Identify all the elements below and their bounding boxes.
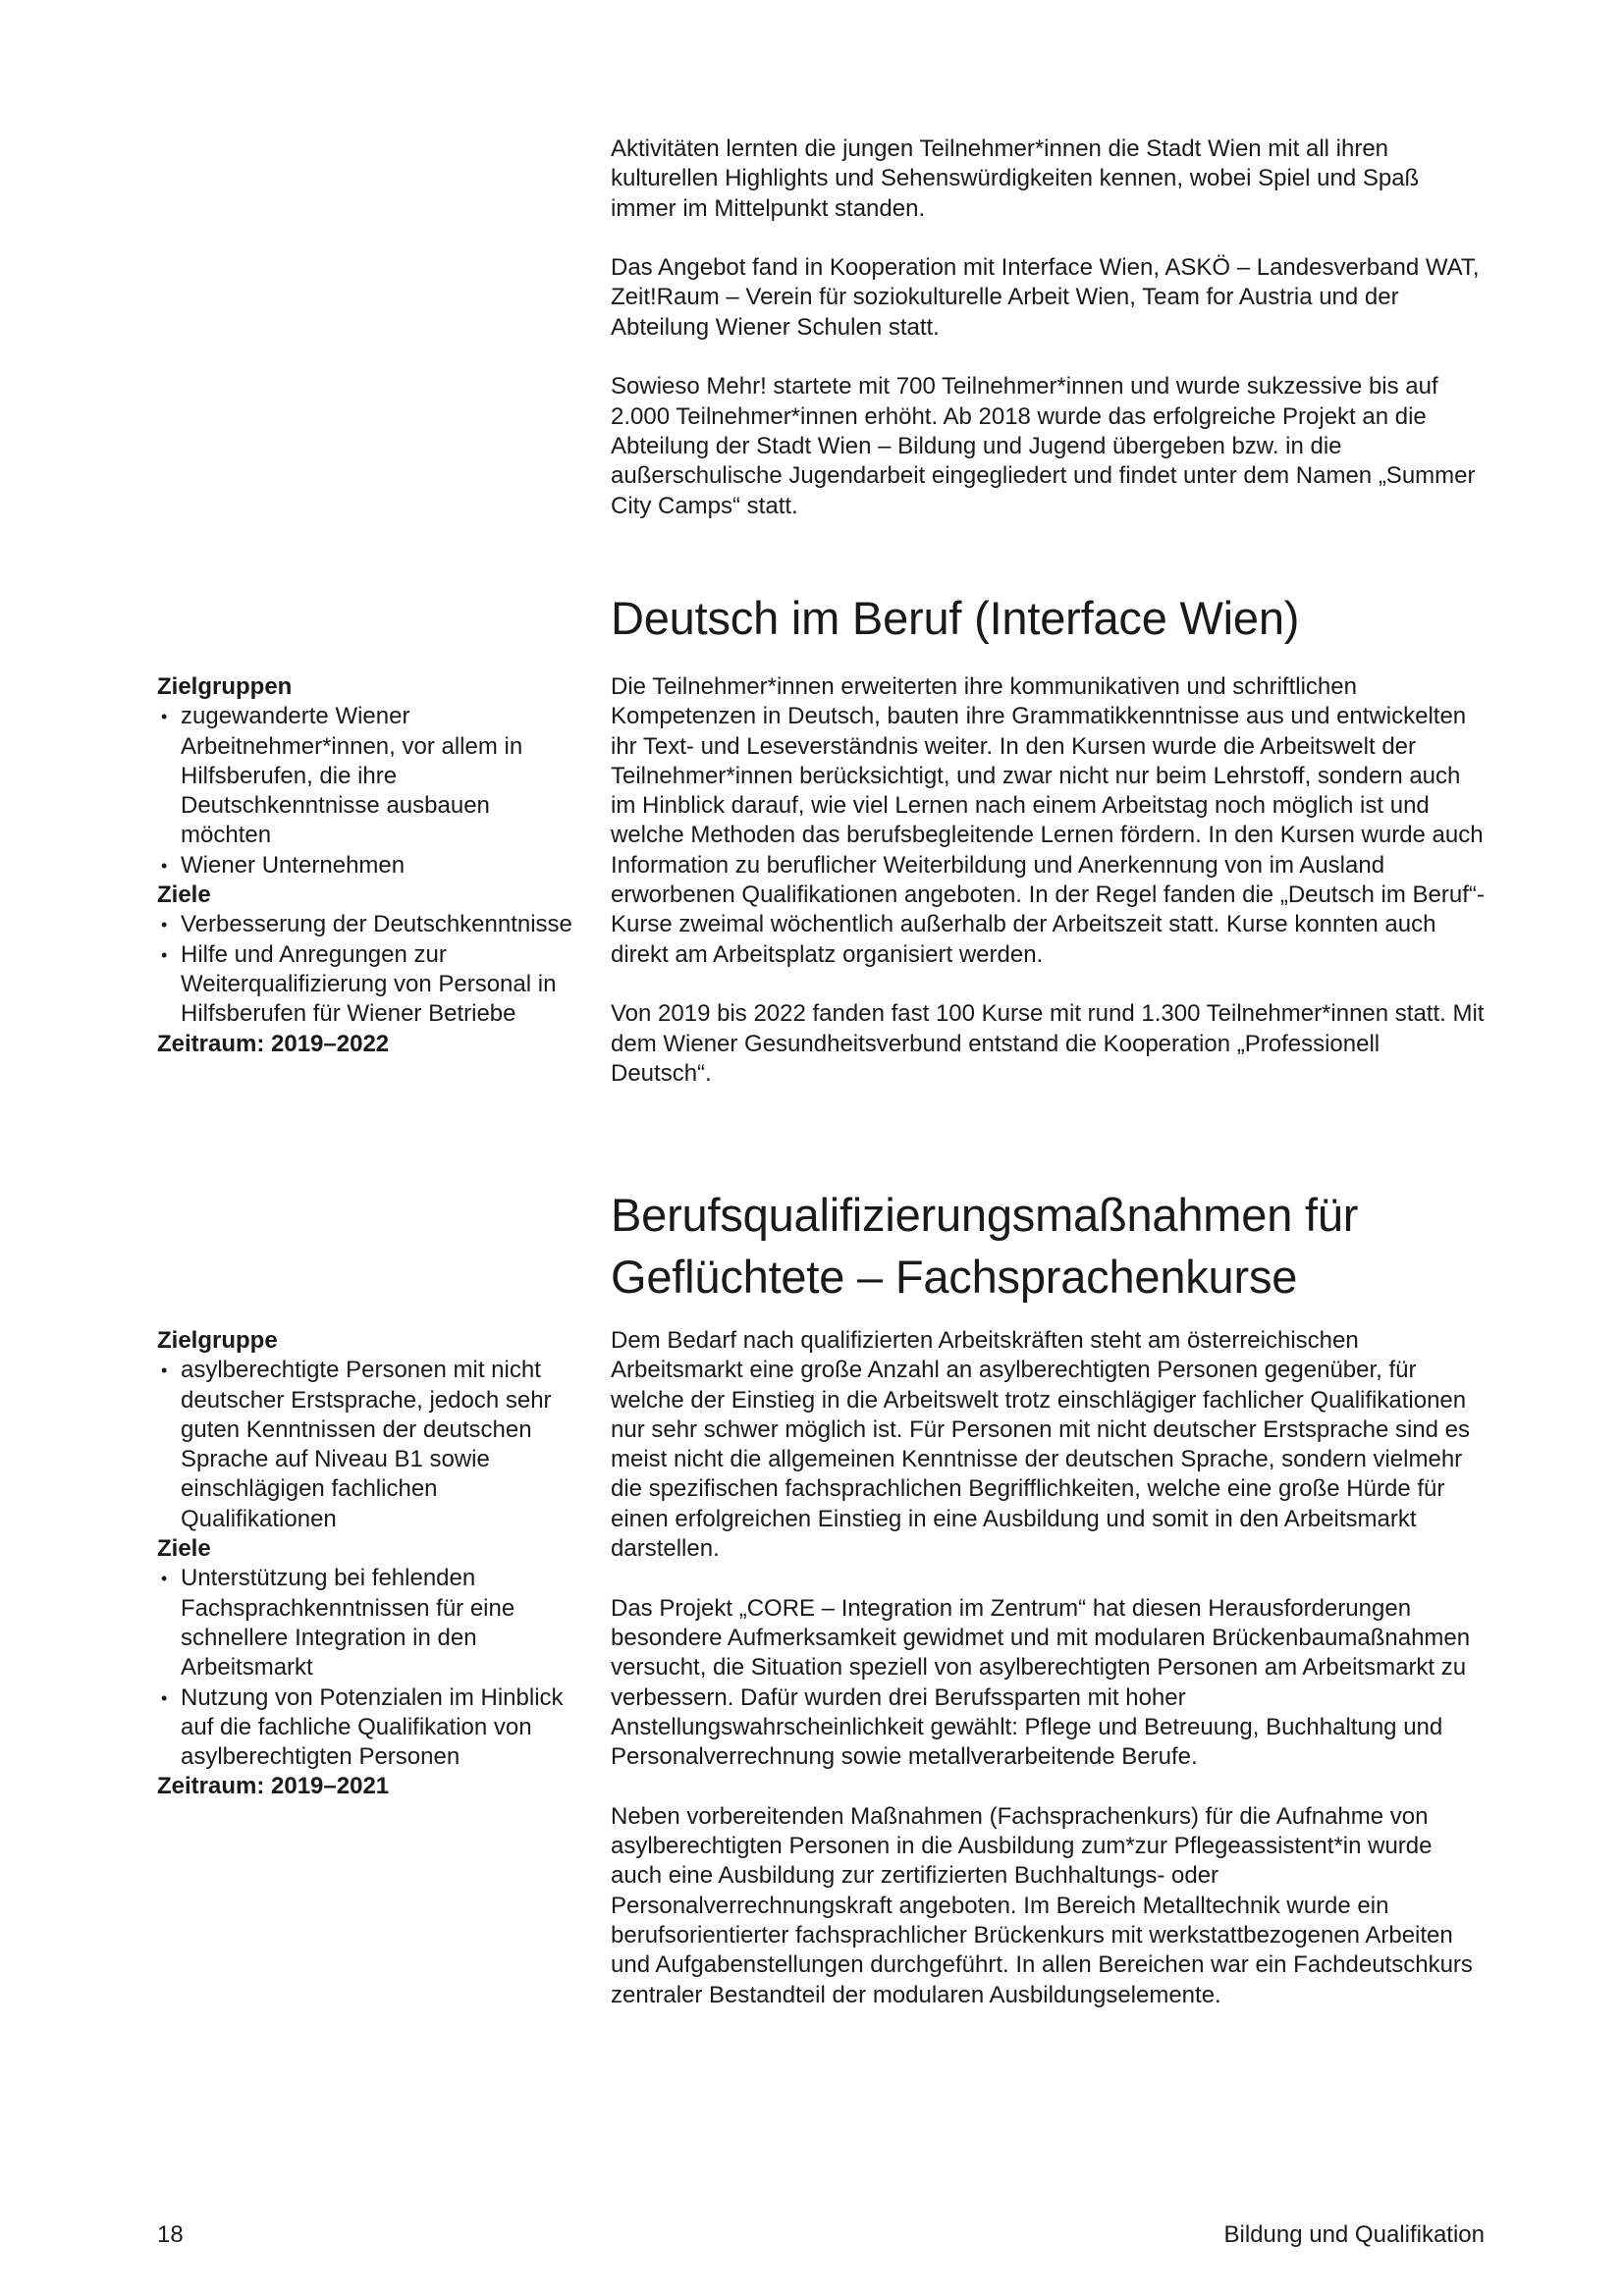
section1-sidebar — [157, 672, 579, 1059]
list-item: • Verbesserung der Deutschkenntnisse — [157, 910, 579, 939]
goals-heading: Ziele — [157, 881, 211, 909]
list-item: • zugewanderte Wiener Arbeitnehmer*innen, vor allem in Hilfsberufen, die ihre Deutschkenntnisse ausbauen möchten — [157, 702, 579, 850]
intro-paragraph: Das Angebot fand in Kooperation mit Interface Wien, ASKÖ – Landesverband WAT, Zeit!Raum – Verein für soziokulturelle Arbeit Wien, Team for Austria und der Abteilung Wiener Schulen statt. — [611, 254, 1480, 341]
period-label: Zeitraum: 2019–2022 — [157, 1030, 390, 1057]
section1-body — [611, 672, 1485, 1089]
goals-heading: Ziele — [157, 1535, 211, 1563]
period-label: Zeitraum: 2019–2021 — [157, 1773, 390, 1800]
intro-text — [611, 134, 1485, 521]
body-paragraph: Von 2019 bis 2022 fanden fast 100 Kurse mit rund 1.300 Teilnehmer*innen statt. Mit dem Wiener Gesundheitsverbund entstand die Kooperation „Professionell Deutsch“. — [611, 1000, 1485, 1087]
body-paragraph: Neben vorbereitenden Maßnahmen (Fachsprachenkurs) für die Aufnahme von asylberechtigten Personen in die Ausbildung zum*zur Pflegeassistent*in wurde auch eine Ausbildung zur zertifizierten Buchhaltungs- oder Personalverrechnungskraft angeboten. Im Bereich Metalltechnik wurde ein berufsorientierter fachsprachlicher Brückenkurs mit werkstattbezogenen Arbeiten und Aufgabenstellungen durchgeführt. In allen Bereichen war ein Fachdeutschkurs zentraler Bestandteil der modularen Ausbildungselemente. — [611, 1802, 1473, 2008]
goals-list — [157, 1564, 579, 1772]
list-item: • Hilfe und Anregungen zur Weiterqualifizierung von Personal in Hilfsberufen für Wiener Betriebe — [157, 940, 579, 1030]
section-title-line: Berufsqualifizierungsmaßnahmen für — [611, 1189, 1359, 1241]
body-paragraph: Das Projekt „CORE – Integration im Zentrum“ hat diesen Herausforderungen besondere Aufmerksamkeit gewidmet und mit modularen Brückenbaumaßnahmen versucht, die Situation speziell von asylberechtigten Personen am Arbeitsmarkt zu verbessern. Dafür wurden drei Berufssparten mit hoher Anstellungswahrscheinlichkeit gewählt: Pflege und Betreuung, Buchhaltung und Personalverrechnung sowie metallverarbeitende Berufe. — [611, 1594, 1471, 1771]
list-item: • Unterstützung bei fehlenden Fachsprachkenntnissen für eine schnellere Integration in den Arbeitsmarkt — [157, 1564, 579, 1682]
section2-sidebar — [157, 1326, 579, 1802]
intro-paragraph: Aktivitäten lernten die jungen Teilnehmer*innen die Stadt Wien mit all ihren kulturellen Highlights und Sehenswürdigkeiten kennen, wobei Spiel und Spaß immer im Mittelpunkt standen. — [611, 135, 1420, 222]
target-groups-heading: Zielgruppen — [157, 673, 293, 700]
page-number: 18 — [157, 2221, 184, 2248]
body-paragraph: Dem Bedarf nach qualifizierten Arbeitskräften steht am österreichischen Arbeitsmarkt eine große Anzahl an asylberechtigten Personen gegenüber, für welche der Einstieg in die Arbeitswelt trotz einschlägiger fachlicher Qualifikationen nur sehr schwer möglich ist. Für Personen mit nicht deutscher Erstsprache sind es meist nicht die allgemeinen Kenntnisse der deutschen Sprache, sondern vielmehr die spezifischen fachsprachlichen Begrifflichkeiten, welche eine große Hürde für einen erfolgreichen Einstieg in eine Ausbildung und somit in den Arbeitsmarkt darstellen. — [611, 1327, 1471, 1563]
section-deutsch-im-beruf-heading-wrap — [611, 587, 1485, 649]
section-fachsprachenkurse-heading-wrap — [611, 1184, 1485, 1308]
section2-body — [611, 1326, 1485, 2010]
goals-list — [157, 910, 579, 1029]
list-item: • Wiener Unternehmen — [157, 851, 579, 881]
target-groups-list — [157, 702, 579, 881]
section-title: Deutsch im Beruf (Interface Wien) — [611, 592, 1300, 644]
section-title-line: Geflüchtete – Fachsprachenkurse — [611, 1251, 1298, 1303]
target-groups-list — [157, 1356, 579, 1534]
footer-section-name: Bildung und Qualifikation — [1223, 2221, 1485, 2248]
target-groups-heading: Zielgruppe — [157, 1327, 278, 1354]
list-item: • asylberechtigte Personen mit nicht deutscher Erstsprache, jedoch sehr guten Kenntnissen der deutschen Sprache auf Niveau B1 sowie einschlägigen fachlichen Qualifikationen — [157, 1356, 579, 1534]
body-paragraph: Die Teilnehmer*innen erweiterten ihre kommunikativen und schriftlichen Kompetenzen in Deutsch, bauten ihre Grammatikkenntnisse aus und entwickelten ihr Text- und Leseverständnis weiter. In den Kursen wurde die Arbeitswelt der Teilnehmer*innen berücksichtigt, und zwar nicht nur beim Lehrstoff, sondern auch im Hinblick darauf, wie viel Lernen nach einem Arbeitstag noch möglich ist und welche Methoden das berufsbegleitende Lernen fördern. In den Kursen wurde auch Information zu beruflicher Weiterbildung und Anerkennung von im Ausland erworbenen Qualifikationen angeboten. In der Regel fanden die „Deutsch im Beruf“-Kurse zweimal wöchentlich außerhalb der Arbeitszeit statt. Kurse konnten auch direkt am Arbeitsplatz organisiert werden. — [611, 673, 1485, 968]
list-item: • Nutzung von Potenzialen im Hinblick auf die fachliche Qualifikation von asylberechtigten Personen — [157, 1683, 579, 1773]
section-title — [611, 1184, 1485, 1308]
intro-paragraph: Sowieso Mehr! startete mit 700 Teilnehmer*innen und wurde sukzessive bis auf 2.000 Teilnehmer*innen erhöht. Ab 2018 wurde das erfolgreiche Projekt an die Abteilung der Stadt Wien – Bildung und Jugend übergeben bzw. in die außerschulische Jugendarbeit eingegliedert und findet unter dem Namen „Summer City Camps“ statt. — [611, 373, 1476, 519]
